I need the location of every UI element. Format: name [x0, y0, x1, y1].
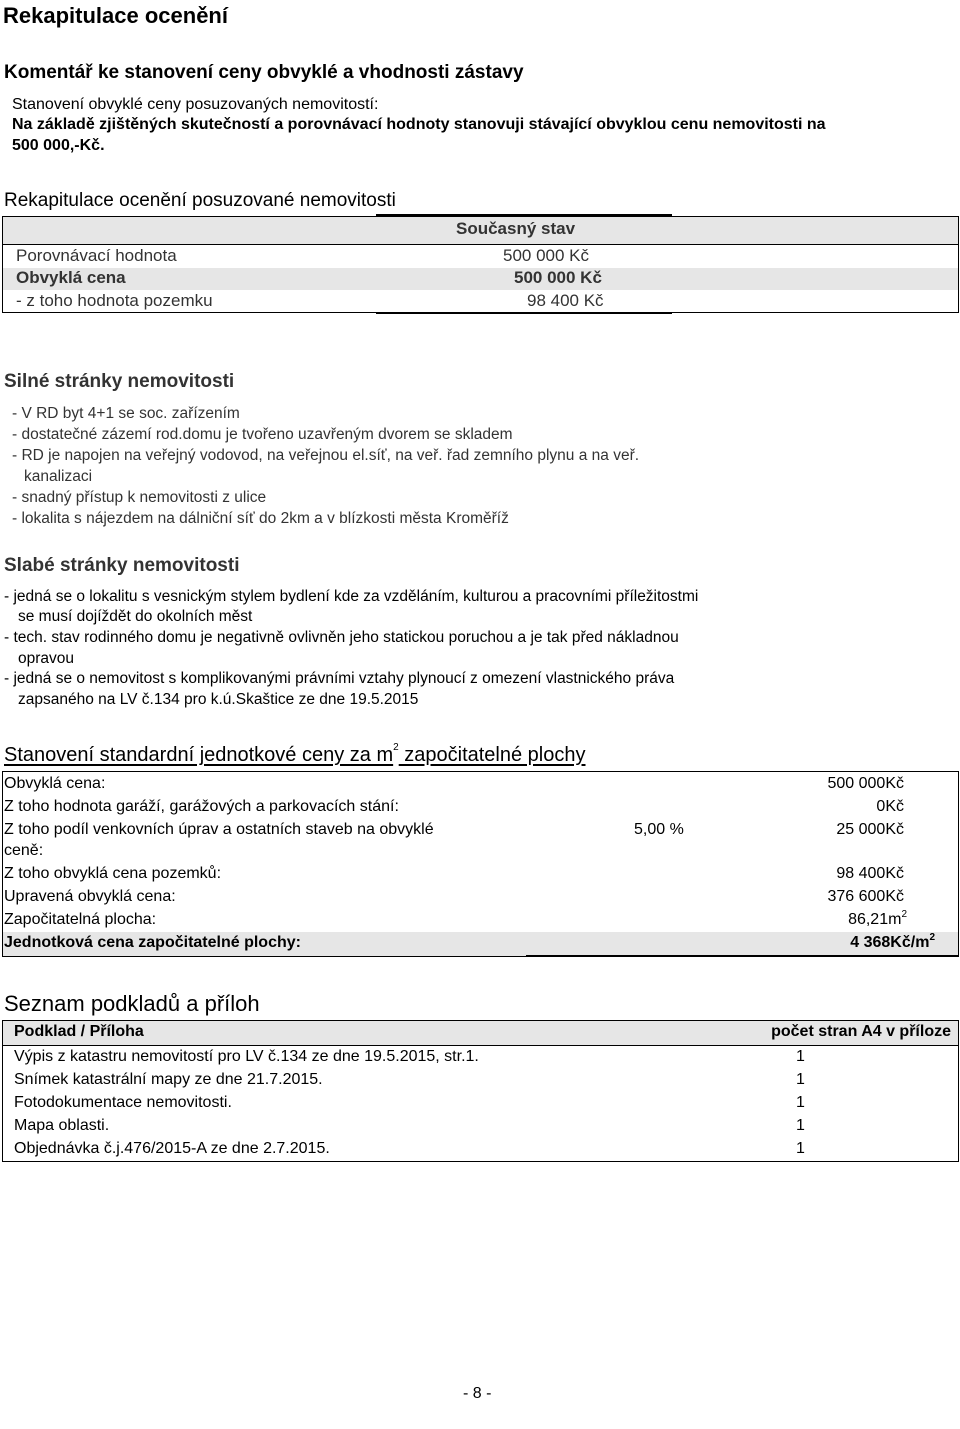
unit-price-value: 376 600Kč — [827, 888, 904, 905]
unit-price-value-sup: 2 — [901, 909, 907, 920]
unit-price-percent: 5,00 % — [634, 821, 684, 838]
recap-row-label: Obvyklá cena — [16, 268, 126, 287]
unit-price-value: 98 400Kč — [836, 865, 904, 882]
unit-price-label: Obvyklá cena: — [4, 775, 106, 792]
unit-price-value: 0Kč — [876, 798, 904, 815]
unit-price-value: 25 000Kč — [836, 821, 904, 838]
attachment-name: Mapa oblasti. — [14, 1117, 110, 1134]
recap-column-header: Současný stav — [456, 219, 576, 238]
attachment-pages: 1 — [796, 1048, 805, 1065]
attachments-col-left: Podklad / Příloha — [14, 1023, 144, 1040]
weakness-item: - jedná se o nemovitost s komplikovanými právními vztahy plynoucí z omezení vlastnického práva — [4, 670, 675, 687]
unit-price-label-cont: ceně: — [4, 842, 44, 859]
comment-heading: Komentář ke stanovení ceny obvyklé a vhodnosti zástavy — [4, 62, 524, 83]
recap-row-label: Porovnávací hodnota — [16, 246, 177, 265]
recap-heading: Rekapitulace ocenění posuzované nemovitosti — [4, 190, 396, 211]
recap-row-label: - z toho hodnota pozemku — [16, 291, 213, 310]
attachments-col-right: počet stran A4 v příloze — [771, 1023, 951, 1040]
unit-price-label: Z toho podíl venkovních úprav a ostatních staveb na obvyklé — [4, 821, 434, 838]
strength-item: - V RD byt 4+1 se soc. zařízením — [12, 405, 240, 422]
unit-price-heading-sup: 2 — [393, 742, 399, 753]
attachment-name: Snímek katastrální mapy ze dne 21.7.2015. — [14, 1071, 323, 1088]
unit-price-value — [848, 911, 907, 929]
unit-price-total-text: 4 368Kč/m — [850, 934, 930, 951]
weakness-item: opravou — [18, 650, 75, 667]
page-title: Rekapitulace ocenění — [3, 3, 228, 28]
unit-price-total-value — [850, 934, 935, 952]
recap-row-value: 98 400 Kč — [527, 291, 604, 310]
recap-row-value: 500 000 Kč — [514, 268, 602, 287]
strengths-heading: Silné stránky nemovitosti — [4, 371, 235, 392]
unit-price-heading-post: započitatelné plochy — [398, 744, 586, 766]
attachment-pages: 1 — [796, 1071, 805, 1088]
attachment-pages: 1 — [796, 1140, 805, 1157]
comment-statement-2: 500 000,-Kč. — [12, 137, 105, 154]
weakness-item: zapsaného na LV č.134 pro k.ú.Skaštice ze dne 19.5.2015 — [18, 691, 419, 708]
unit-price-total-label: Jednotková cena započitatelné plochy: — [4, 934, 301, 951]
strength-item: - dostatečné zázemí rod.domu je tvořeno uzavřeným dvorem se skladem — [12, 426, 513, 443]
unit-price-label: Započitatelná plocha: — [4, 911, 157, 928]
unit-price-label: Z toho hodnota garáží, garážových a parkovacích stání: — [4, 798, 399, 815]
strength-item: - lokalita s nájezdem na dálniční síť do 2km a v blízkosti města Kroměříž — [12, 510, 509, 527]
unit-price-heading — [4, 744, 586, 767]
unit-price-total-sup: 2 — [929, 932, 935, 943]
strength-item: - snadný přístup k nemovitosti z ulice — [12, 489, 267, 506]
page-number: - 8 - — [463, 1385, 492, 1402]
unit-price-label: Upravená obvyklá cena: — [4, 888, 176, 905]
weaknesses-heading: Slabé stránky nemovitosti — [4, 555, 240, 576]
weakness-item: se musí dojíždět do okolních měst — [18, 608, 253, 625]
unit-price-value: 500 000Kč — [827, 775, 904, 792]
comment-statement-1: Na základě zjištěných skutečností a porovnávací hodnoty stanovuji stávající obvyklou cenu nemovitosti na — [12, 116, 826, 133]
attachment-name: Objednávka č.j.476/2015-A ze dne 2.7.2015. — [14, 1140, 330, 1157]
attachments-heading: Seznam podkladů a příloh — [4, 991, 260, 1016]
attachment-name: Fotodokumentace nemovitosti. — [14, 1094, 232, 1111]
unit-price-heading-pre: Stanovení standardní jednotkové ceny za m — [4, 744, 394, 766]
unit-price-label: Z toho obvyklá cena pozemků: — [4, 865, 222, 882]
attachment-pages: 1 — [796, 1117, 805, 1134]
comment-intro: Stanovení obvyklé ceny posuzovaných nemovitostí: — [12, 96, 379, 113]
attachment-name: Výpis z katastru nemovitostí pro LV č.134 ze dne 19.5.2015, str.1. — [14, 1048, 479, 1065]
weakness-item: - jedná se o lokalitu s vesnickým stylem bydlení kde za vzděláním, kulturou a pracovními příležitostmi — [4, 588, 699, 605]
strength-item: - RD je napojen na veřejný vodovod, na veřejnou el.síť, na veř. řad zemního plynu a na veř. — [12, 447, 640, 464]
weakness-item: - tech. stav rodinného domu je negativně ovlivněn jeho statickou poruchou a je tak před nákladnou — [4, 629, 679, 646]
attachment-pages: 1 — [796, 1094, 805, 1111]
recap-row-value: 500 000 Kč — [503, 246, 590, 265]
strength-item: kanalizaci — [24, 468, 93, 485]
unit-price-value-text: 86,21m — [848, 911, 902, 928]
